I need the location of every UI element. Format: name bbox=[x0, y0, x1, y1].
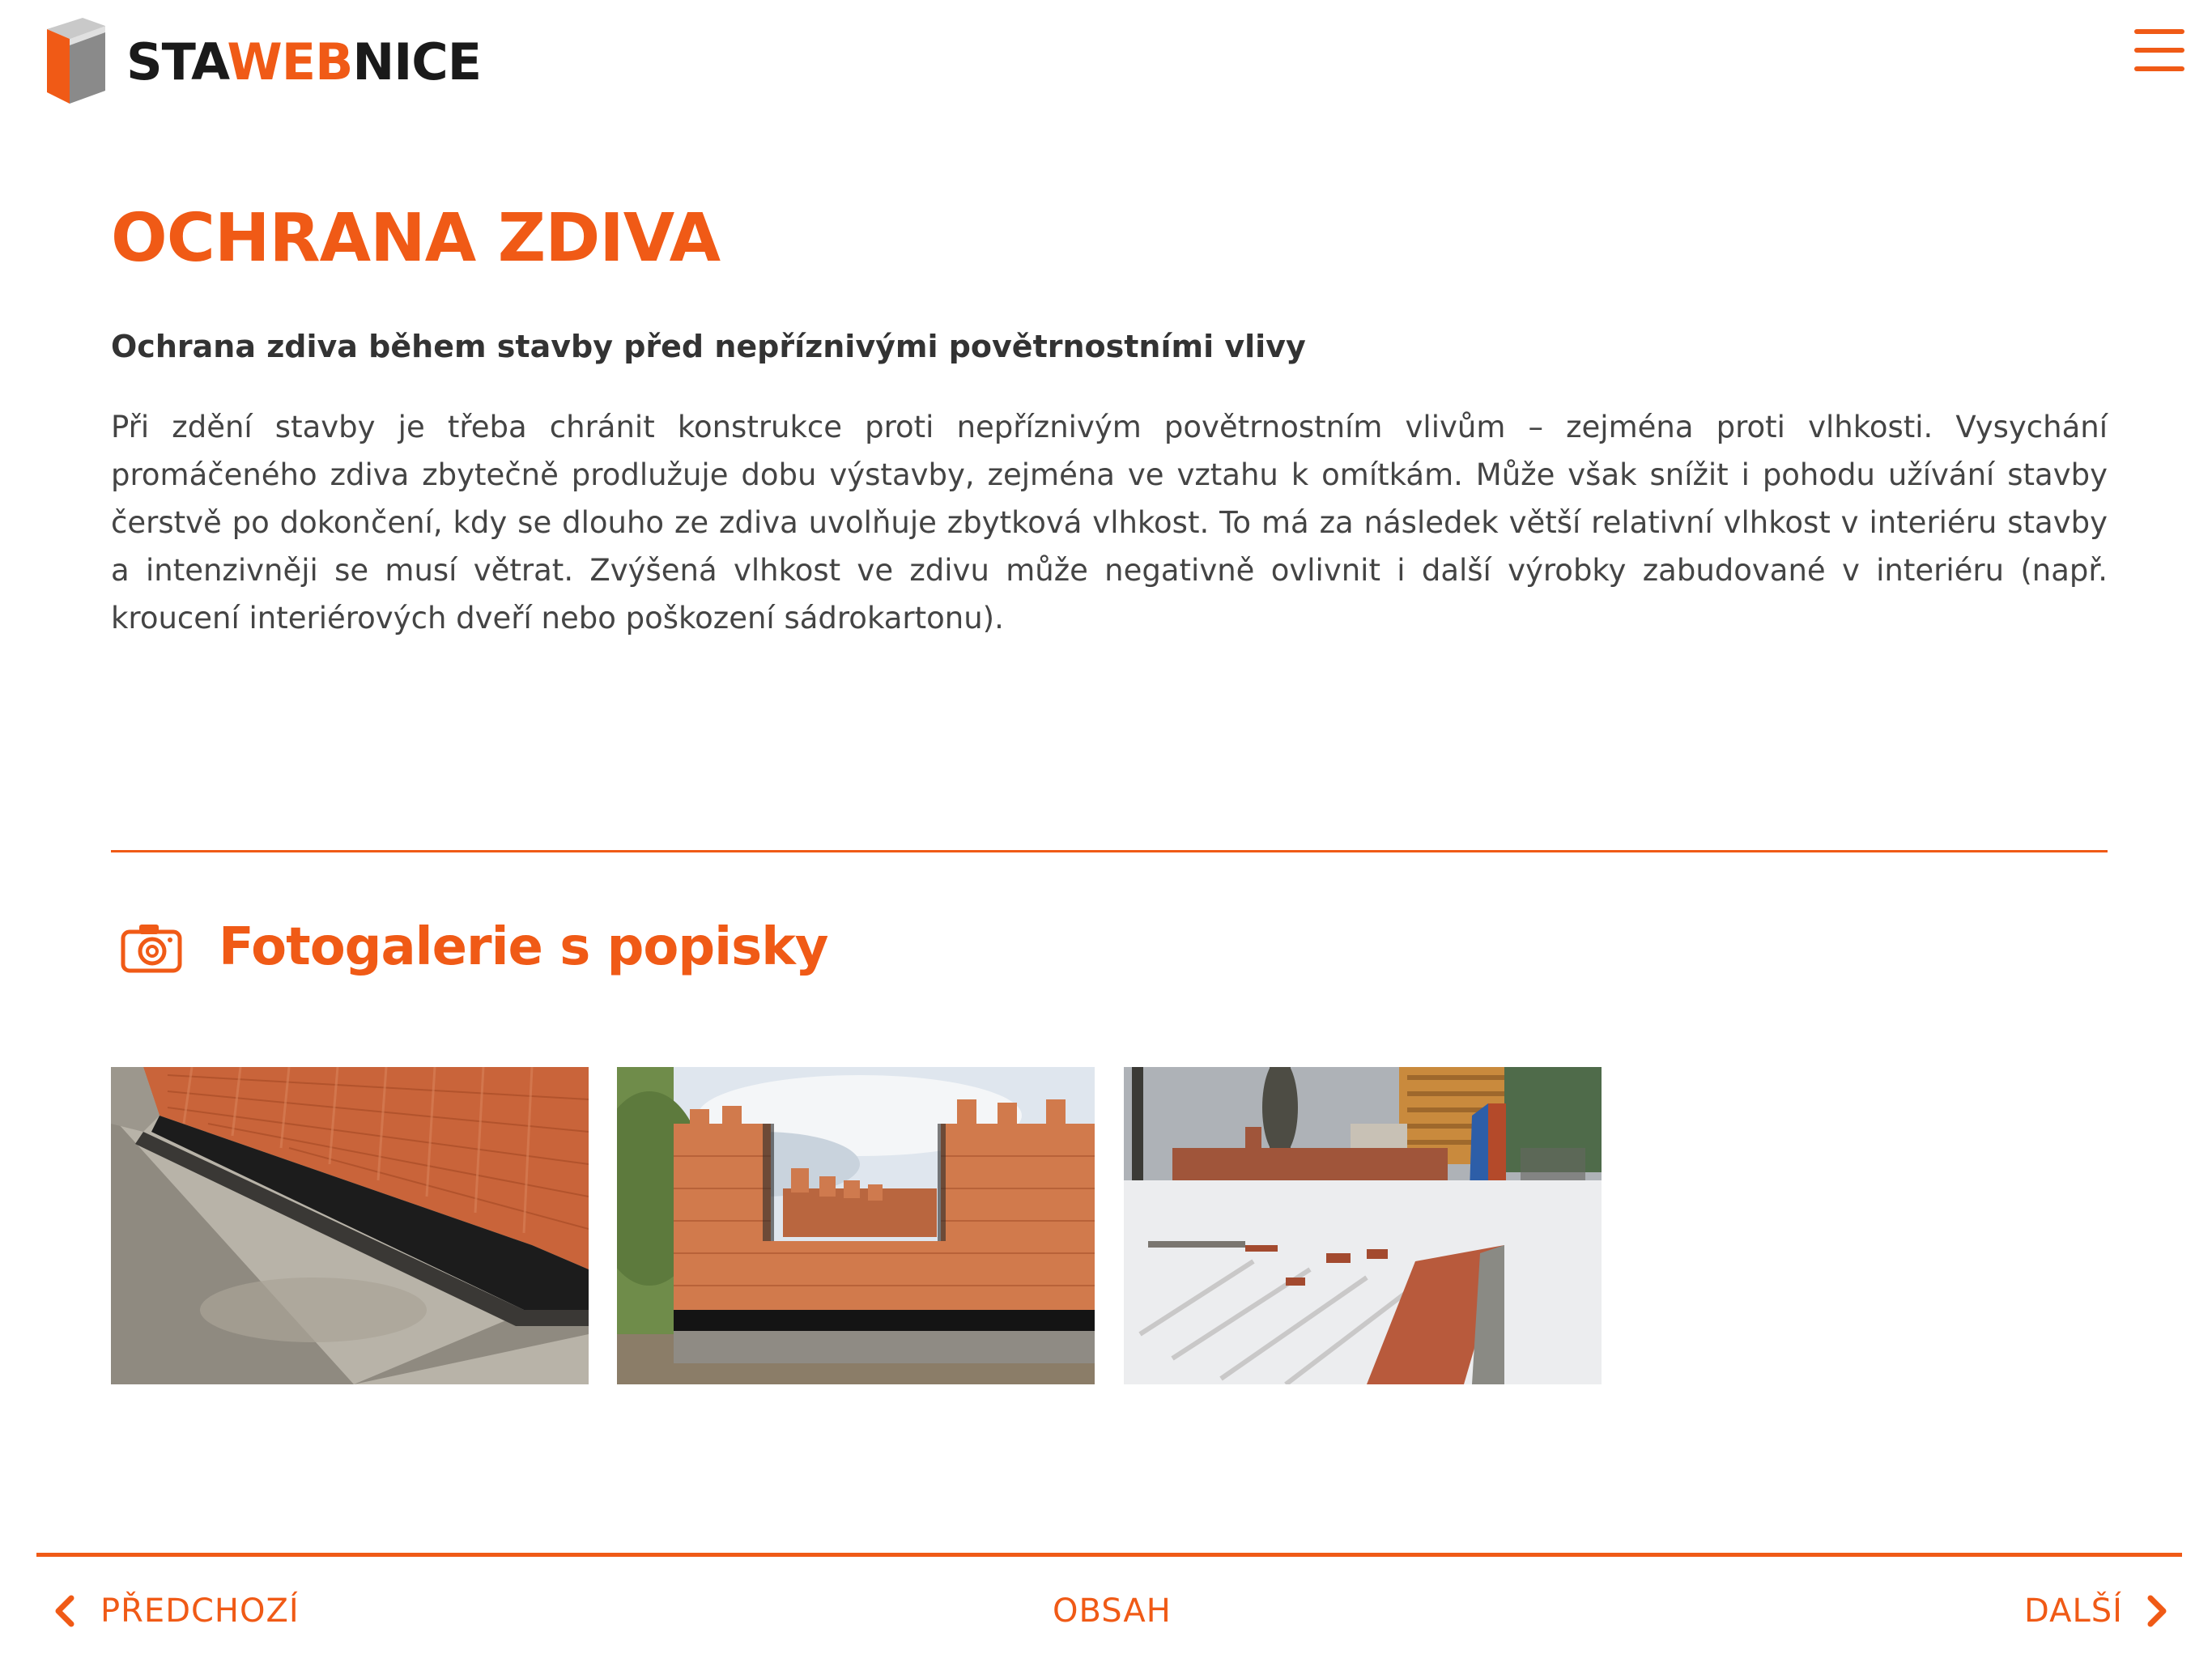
article bbox=[111, 202, 2108, 642]
gallery-thumbnail-1[interactable] bbox=[111, 1067, 589, 1384]
next-link[interactable] bbox=[2024, 1583, 2168, 1639]
table-of-contents-link[interactable] bbox=[1053, 1583, 1172, 1639]
previous-label: PŘEDCHOZÍ bbox=[100, 1592, 300, 1630]
previous-link[interactable] bbox=[53, 1583, 300, 1639]
gallery-header bbox=[120, 907, 827, 988]
camera-icon bbox=[120, 920, 183, 974]
logo-text-part1: STA bbox=[126, 32, 228, 91]
logo-text-part2: WEB bbox=[227, 32, 353, 91]
menu-icon[interactable] bbox=[2134, 29, 2184, 74]
logo-text bbox=[126, 32, 482, 91]
article-body: Při zdění stavby je třeba chránit konstrukce proti nepříznivým povětrnostním vlivům – zejména proti vlhkosti. Vysychání promáčeného zdiva zbytečně prodlužuje dobu výstavby, zejména ve vztahu k omítkám. Může však snížit i pohodu užívání stavby čerstvě po dokončení, kdy se dlouho ze zdiva uvolňuje zbytková vlhkost. To má za následek větší relativní vlhkost v interiéru stavby a intenzivněji se musí větrat. Zvýšená vlhkost ve zdivu může negativně ovlivnit i další výrobky zabudované v interiéru (např. kroucení interiérových dveří nebo poškození sádrokartonu). bbox=[111, 409, 2108, 636]
logo-cube-icon bbox=[42, 15, 110, 110]
gallery-title: Fotogalerie s popisky bbox=[219, 917, 828, 977]
section-divider bbox=[111, 850, 2108, 852]
gallery-thumbnail-3[interactable] bbox=[1124, 1067, 1602, 1384]
article-subtitle: Ochrana zdiva během stavby před nepříznivými povětrnostními vlivy bbox=[111, 329, 1306, 365]
gallery-thumbnail-2[interactable] bbox=[617, 1067, 1095, 1384]
logo[interactable] bbox=[42, 10, 481, 115]
footer-divider bbox=[36, 1553, 2182, 1557]
toc-label: OBSAH bbox=[1053, 1592, 1172, 1630]
chevron-right-icon bbox=[2146, 1595, 2168, 1627]
page-title: OCHRANA ZDIVA bbox=[111, 200, 721, 277]
logo-text-part3: NICE bbox=[352, 32, 482, 91]
brick-wall-construction-photo bbox=[617, 1067, 1095, 1384]
next-label: DALŠÍ bbox=[2024, 1592, 2123, 1630]
snow-construction-site-photo bbox=[1124, 1067, 1602, 1384]
header bbox=[0, 0, 2212, 121]
brick-wall-waterproofing-photo bbox=[111, 1067, 589, 1384]
chevron-left-icon bbox=[53, 1595, 76, 1627]
